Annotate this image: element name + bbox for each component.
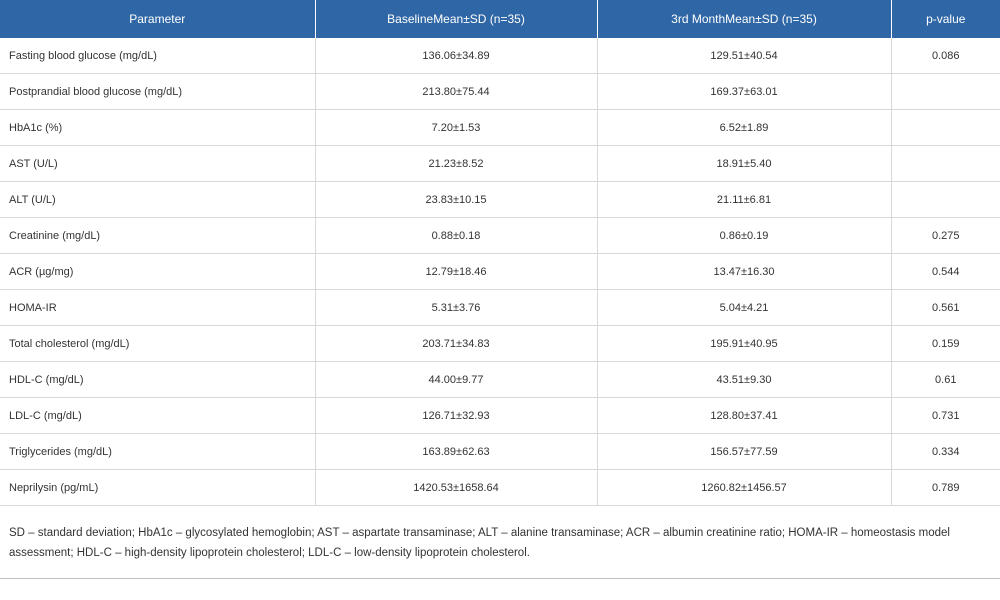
month3-cell: 129.51±40.54 — [597, 38, 891, 74]
table-row — [0, 326, 1000, 362]
parameter-cell: Triglycerides (mg/dL) — [0, 434, 315, 470]
p-value-cell — [891, 110, 1000, 146]
parameter-cell: Total cholesterol (mg/dL) — [0, 326, 315, 362]
month3-cell: 195.91±40.95 — [597, 326, 891, 362]
baseline-cell: 12.79±18.46 — [315, 254, 597, 290]
month3-cell: 21.11±6.81 — [597, 182, 891, 218]
p-value-cell — [891, 74, 1000, 110]
baseline-cell: 21.23±8.52 — [315, 146, 597, 182]
baseline-cell: 126.71±32.93 — [315, 398, 597, 434]
month3-cell: 169.37±63.01 — [597, 74, 891, 110]
month3-cell: 6.52±1.89 — [597, 110, 891, 146]
p-value-cell: 0.789 — [891, 470, 1000, 506]
column-header-baseline: BaselineMean±SD (n=35) — [315, 0, 597, 38]
month3-cell: 13.47±16.30 — [597, 254, 891, 290]
table-row — [0, 398, 1000, 434]
parameter-cell: ALT (U/L) — [0, 182, 315, 218]
baseline-cell: 44.00±9.77 — [315, 362, 597, 398]
month3-cell: 0.86±0.19 — [597, 218, 891, 254]
p-value-cell — [891, 146, 1000, 182]
table-body — [0, 38, 1000, 506]
month3-cell: 1260.82±1456.57 — [597, 470, 891, 506]
column-header-p-value: p-value — [891, 0, 1000, 38]
table-row — [0, 254, 1000, 290]
table-row — [0, 434, 1000, 470]
table-row — [0, 290, 1000, 326]
column-header-parameter: Parameter — [0, 0, 315, 38]
parameter-cell: Creatinine (mg/dL) — [0, 218, 315, 254]
baseline-cell: 213.80±75.44 — [315, 74, 597, 110]
p-value-cell: 0.159 — [891, 326, 1000, 362]
table-row — [0, 110, 1000, 146]
baseline-cell: 5.31±3.76 — [315, 290, 597, 326]
parameter-cell: LDL-C (mg/dL) — [0, 398, 315, 434]
p-value-cell: 0.334 — [891, 434, 1000, 470]
baseline-cell: 23.83±10.15 — [315, 182, 597, 218]
parameter-cell: ACR (µg/mg) — [0, 254, 315, 290]
parameter-cell: Neprilysin (pg/mL) — [0, 470, 315, 506]
month3-cell: 156.57±77.59 — [597, 434, 891, 470]
p-value-cell — [891, 182, 1000, 218]
parameter-cell: Postprandial blood glucose (mg/dL) — [0, 74, 315, 110]
p-value-cell: 0.61 — [891, 362, 1000, 398]
table-row — [0, 146, 1000, 182]
baseline-cell: 163.89±62.63 — [315, 434, 597, 470]
baseline-cell: 1420.53±1658.64 — [315, 470, 597, 506]
column-header-3rd-month: 3rd MonthMean±SD (n=35) — [597, 0, 891, 38]
table-row — [0, 218, 1000, 254]
baseline-cell: 7.20±1.53 — [315, 110, 597, 146]
baseline-cell: 203.71±34.83 — [315, 326, 597, 362]
table-header-row — [0, 0, 1000, 38]
table-footnote: SD – standard deviation; HbA1c – glycosylated hemoglobin; AST – aspartate transaminase; ALT – alanine transaminase; ACR – albumin creatinine ratio; HOMA-IR – homeostasis model assessment; HDL-C – high-density lipoprotein cholesterol; LDL-C – low-density lipoprotein cholesterol. — [0, 506, 1000, 579]
p-value-cell: 0.731 — [891, 398, 1000, 434]
parameter-cell: AST (U/L) — [0, 146, 315, 182]
p-value-cell: 0.561 — [891, 290, 1000, 326]
month3-cell: 128.80±37.41 — [597, 398, 891, 434]
parameter-cell: HDL-C (mg/dL) — [0, 362, 315, 398]
month3-cell: 5.04±4.21 — [597, 290, 891, 326]
p-value-cell: 0.544 — [891, 254, 1000, 290]
table-row — [0, 182, 1000, 218]
baseline-cell: 0.88±0.18 — [315, 218, 597, 254]
table-row — [0, 470, 1000, 506]
p-value-cell: 0.086 — [891, 38, 1000, 74]
p-value-cell: 0.275 — [891, 218, 1000, 254]
table-row — [0, 74, 1000, 110]
month3-cell: 18.91±5.40 — [597, 146, 891, 182]
parameter-cell: HOMA-IR — [0, 290, 315, 326]
month3-cell: 43.51±9.30 — [597, 362, 891, 398]
parameter-cell: HbA1c (%) — [0, 110, 315, 146]
table-row — [0, 38, 1000, 74]
parameter-cell: Fasting blood glucose (mg/dL) — [0, 38, 315, 74]
baseline-cell: 136.06±34.89 — [315, 38, 597, 74]
table-row — [0, 362, 1000, 398]
